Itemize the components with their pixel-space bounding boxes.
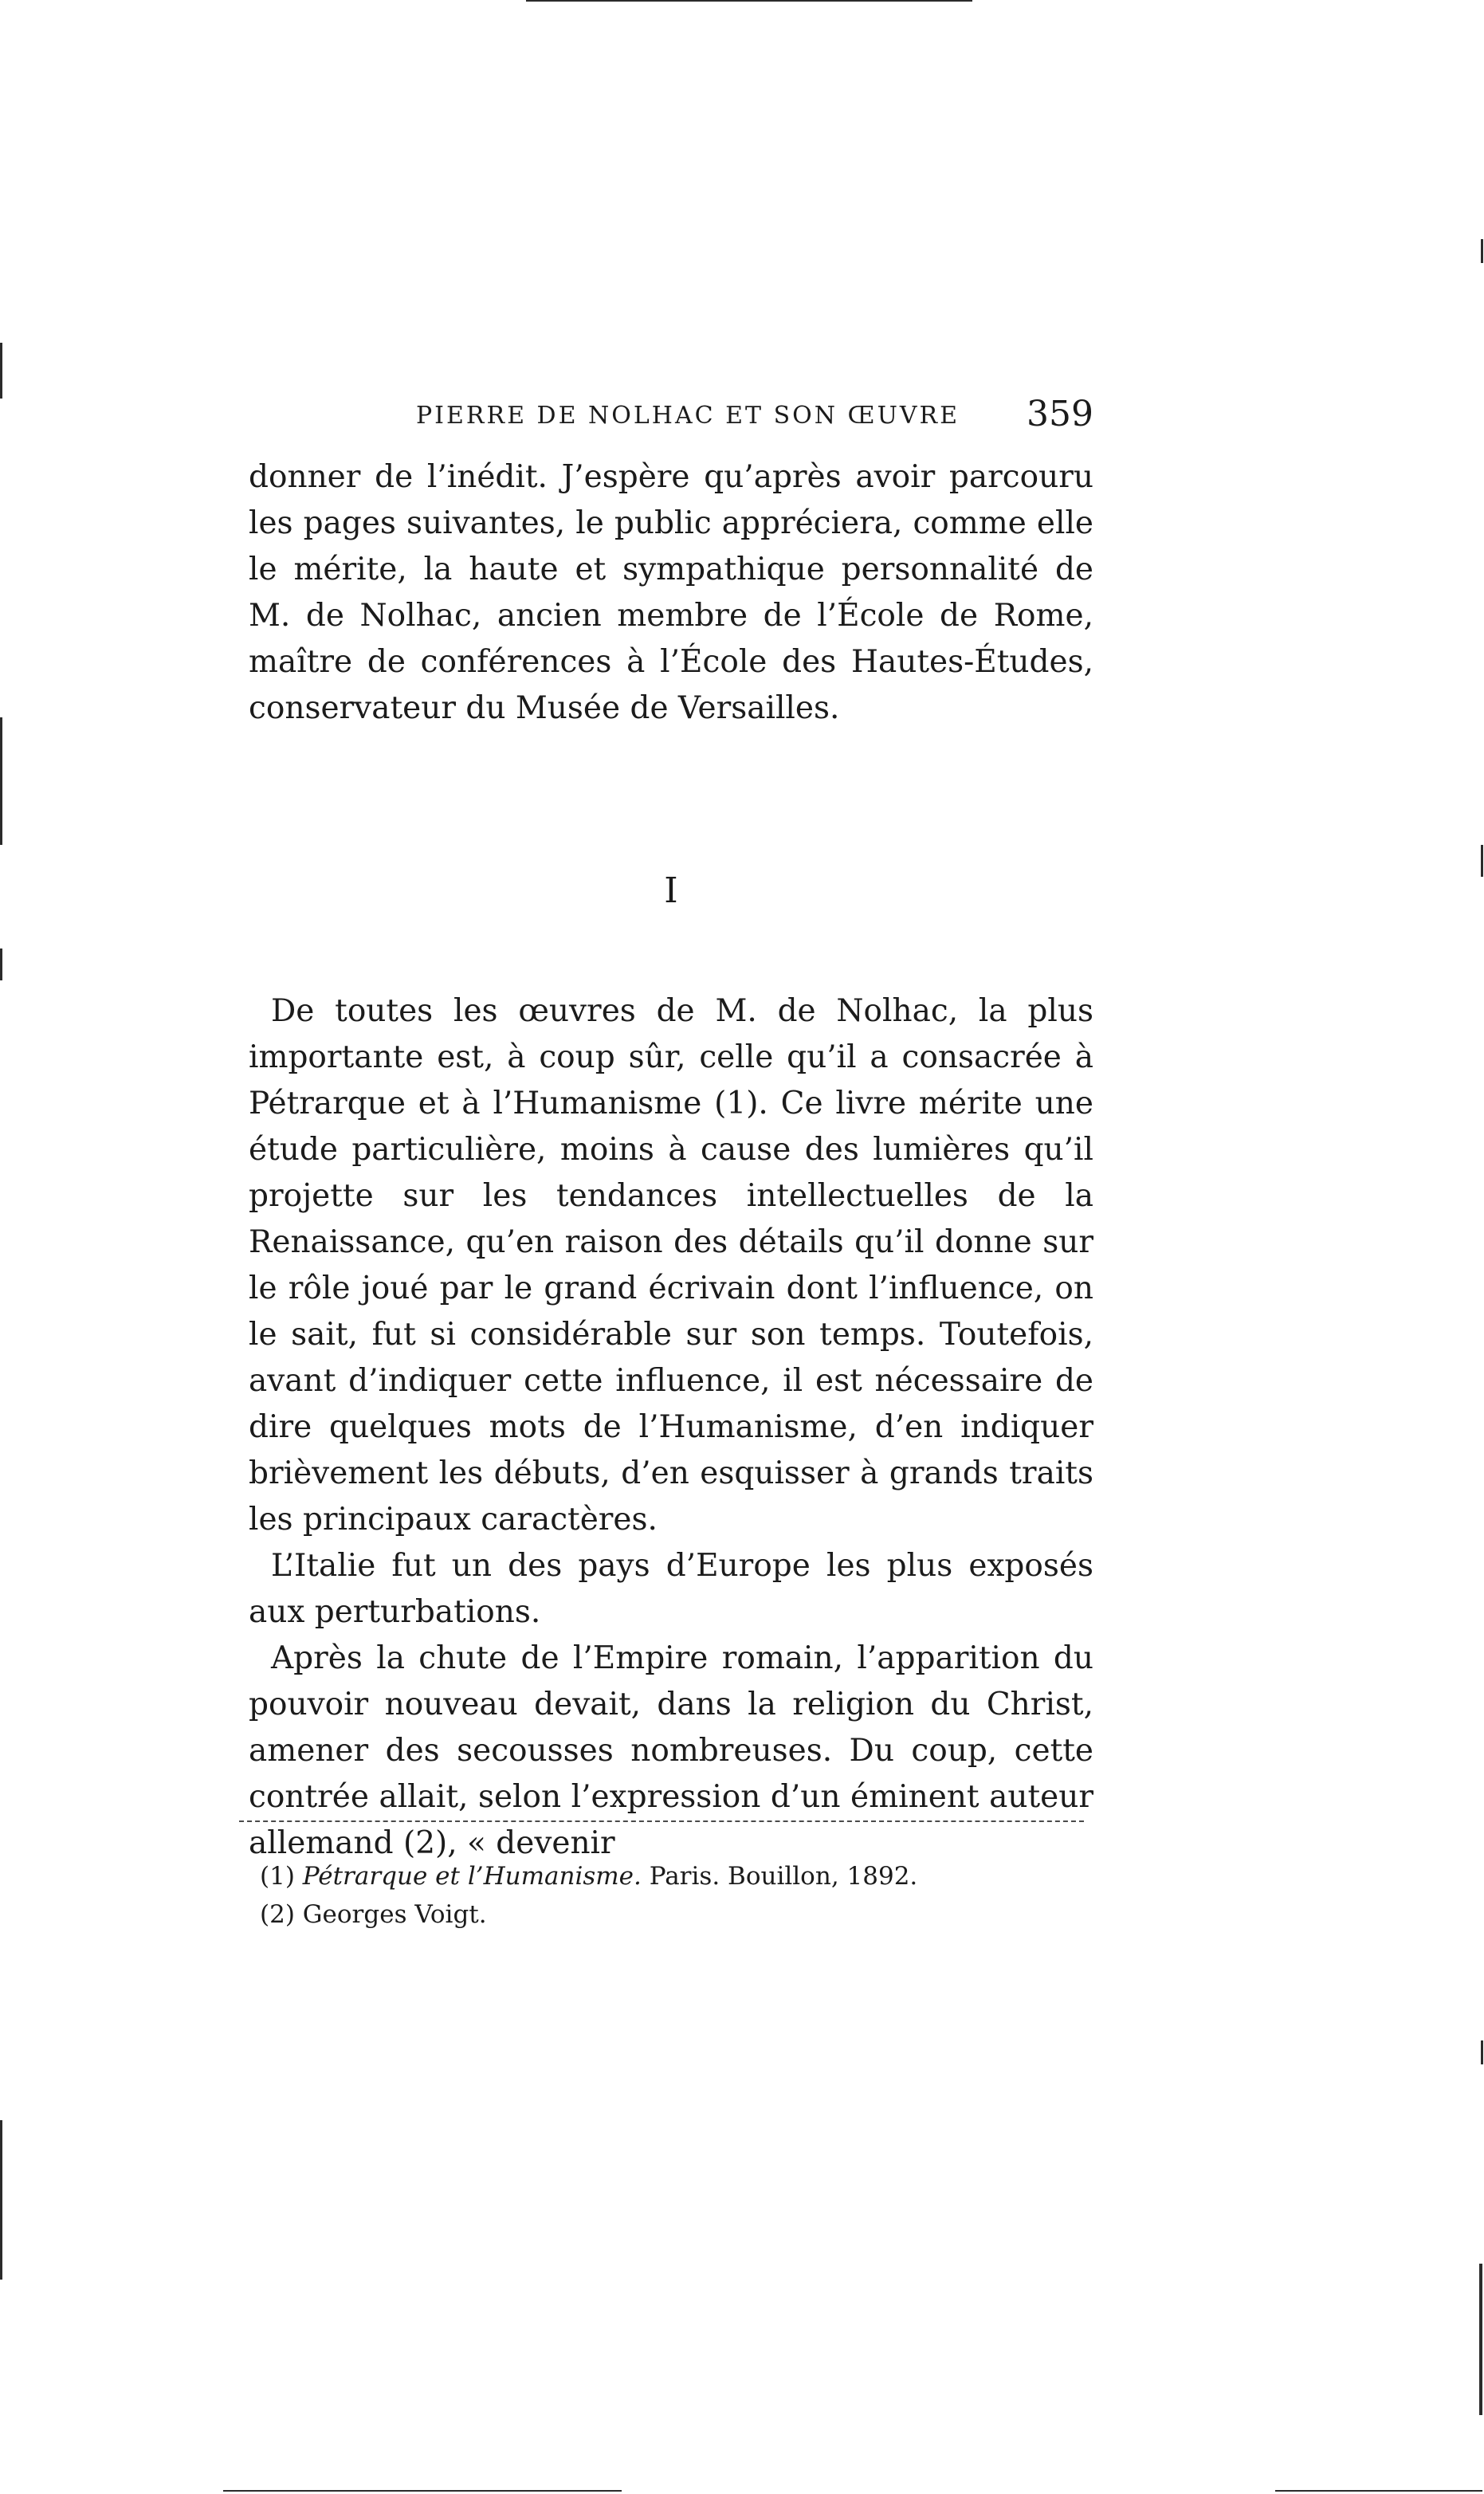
- footnotes: [260, 1857, 1057, 1934]
- scan-edge-mark: [1481, 845, 1483, 877]
- footnote-marker: (1): [260, 1862, 295, 1891]
- scan-edge-mark: [0, 343, 2, 399]
- intro-paragraph: donner de l’inédit. J’espère qu’après avoir parcouru les pages suivantes, le public appréciera, comme elle le mérite, la haute et sympathique personnalité de M. de Nolhac, ancien membre de l’École de Rome, maître de conférences à l’École des Hautes-Études, conservateur du Musée de Versailles.: [249, 459, 1093, 726]
- section-body: [249, 988, 1093, 1867]
- intro-text-block: [249, 454, 1093, 732]
- scan-edge-mark: [0, 2120, 2, 2280]
- page-header: [249, 387, 1093, 443]
- scan-edge-mark: [1275, 2490, 1482, 2492]
- scan-edge-mark: [526, 0, 972, 2]
- scan-edge-mark: [1481, 2040, 1483, 2064]
- scan-edge-mark: [0, 949, 2, 980]
- footnote-title: Pétrarque et l’Humanisme.: [302, 1862, 642, 1891]
- footnote-marker: (2): [260, 1900, 295, 1929]
- footnote-text: Georges Voigt.: [302, 1900, 487, 1929]
- footnote-2: [260, 1895, 1057, 1934]
- scan-edge-mark: [1481, 239, 1483, 263]
- section-heading: I: [664, 870, 678, 911]
- paragraph-2: L’Italie fut un des pays d’Europe les plus exposés aux perturbations.: [249, 1548, 1093, 1630]
- scan-edge-mark: [1479, 2264, 1482, 2415]
- running-head: PIERRE DE NOLHAC ET SON ŒUVRE: [416, 402, 960, 430]
- paragraph-1: De toutes les œuvres de M. de Nolhac, la plus importante est, à coup sûr, celle qu’il a consacrée à Pétrarque et à l’Humanisme (1). Ce livre mérite une étude particulière, moins à cause des lumières qu’il projette sur les tendances intellectuelles de la Renaissance, qu’en raison des détails qu’il donne sur le rôle joué par le grand écrivain dont l’influence, on le sait, fut si considérable sur son temps. Toutefois, avant d’indiquer cette influence, il est nécessaire de dire quelques mots de l’Humanisme, d’en indiquer brièvement les débuts, d’en esquisser à grands traits les principaux caractères.: [249, 993, 1093, 1538]
- footnote-1: [260, 1857, 1057, 1895]
- scan-edge-mark: [223, 2490, 622, 2492]
- footnote-text: Paris. Bouillon, 1892.: [649, 1862, 918, 1891]
- paragraph-3: Après la chute de l’Empire romain, l’apparition du pouvoir nouveau devait, dans la religion du Christ, amener des secousses nombreuses. Du coup, cette contrée allait, selon l’expression d’un éminent auteur allemand (2), « devenir: [249, 1640, 1093, 1861]
- page-number: 359: [1027, 394, 1093, 434]
- scan-edge-mark: [0, 717, 2, 845]
- footnote-separator: [239, 1820, 1084, 1822]
